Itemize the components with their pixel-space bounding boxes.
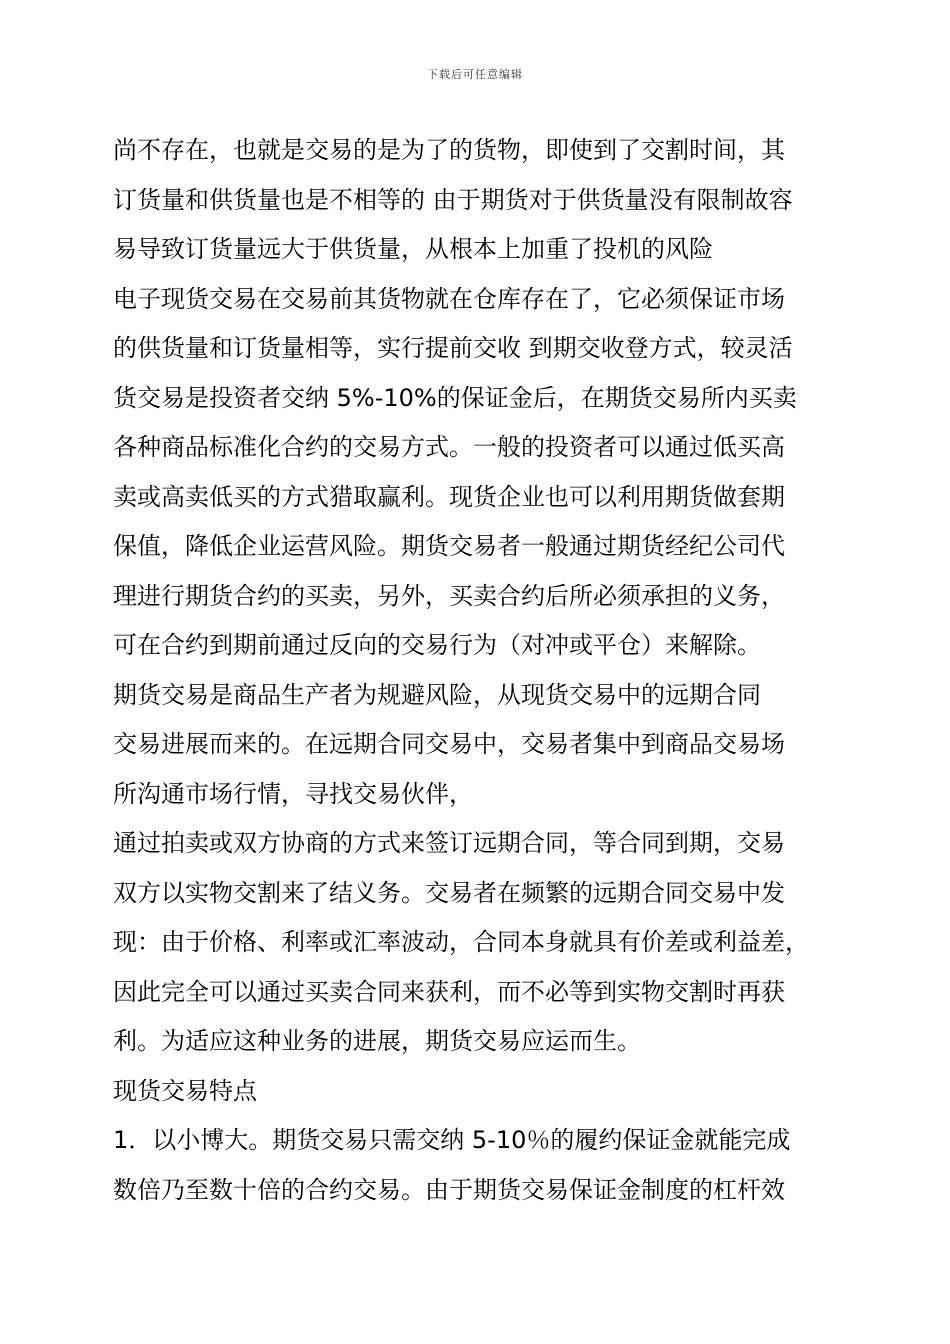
text-line: 电子现货交易在交易前其货物就在仓库存在了，它必须保证市场 xyxy=(113,284,785,313)
text-line: 各种商品标准化合约的交易方式。一般的投资者可以通过低买高 xyxy=(113,433,785,461)
text-line: 数倍乃至数十倍的合约交易。由于期货交易保证金制度的杠杆效 xyxy=(113,1175,785,1204)
text-line: 因此完全可以通过买卖合同来获利，而不必等到实物交割时再获 xyxy=(113,977,785,1006)
text-line: 的供货量和订货量相等，实行提前交收 到期交收登方式，较灵活 xyxy=(113,334,793,362)
text-line: 货交易是投资者交纳 5%-10%的保证金后，在期货交易所内买卖 xyxy=(113,383,797,412)
text-line: 理进行期货合约的买卖，另外，买卖合约后所必须承担的义务， xyxy=(113,581,785,610)
text-line: 现：由于价格、利率或汇率波动，合同本身就具有价差或利益差， xyxy=(113,928,809,956)
document-body xyxy=(113,126,848,1215)
text-line: 卖或高卖低买的方式猎取赢利。现货企业也可以利用期货做套期 xyxy=(113,482,785,511)
text-line: 双方以实物交割来了结义务。交易者在频繁的远期合同交易中发 xyxy=(113,878,785,907)
text-line: 易导致订货量远大于供货量，从根本上加重了投机的风险 xyxy=(113,235,713,263)
text-line: 交易进展而来的。在远期合同交易中，交易者集中到商品交易场 xyxy=(113,730,785,758)
page-header: 下载后可任意编辑 xyxy=(427,68,523,81)
text-line: 利。为适应这种业务的进展，期货交易应运而生。 xyxy=(113,1027,641,1055)
text-line: 保值，降低企业运营风险。期货交易者一般通过期货经纪公司代 xyxy=(113,532,785,560)
text-line: 可在合约到期前通过反向的交易行为（对冲或平仓）来解除。 xyxy=(113,631,761,659)
text-line: 1．以小博大。期货交易只需交纳 5-10％的履约保证金就能完成 xyxy=(113,1126,791,1154)
text-line: 通过拍卖或双方协商的方式来签订远期合同，等合同到期，交易 xyxy=(113,829,785,857)
text-line: 所沟通市场行情，寻找交易伙伴， xyxy=(113,779,473,808)
text-line: 期货交易是商品生产者为规避风险，从现货交易中的远期合同 xyxy=(113,680,761,709)
text-line: 订货量和供货量也是不相等的 由于期货对于供货量没有限制故容 xyxy=(113,185,793,214)
section-heading: 现货交易特点 xyxy=(113,1076,257,1105)
text-line: 尚不存在，也就是交易的是为了的货物，即使到了交割时间，其 xyxy=(113,136,785,164)
